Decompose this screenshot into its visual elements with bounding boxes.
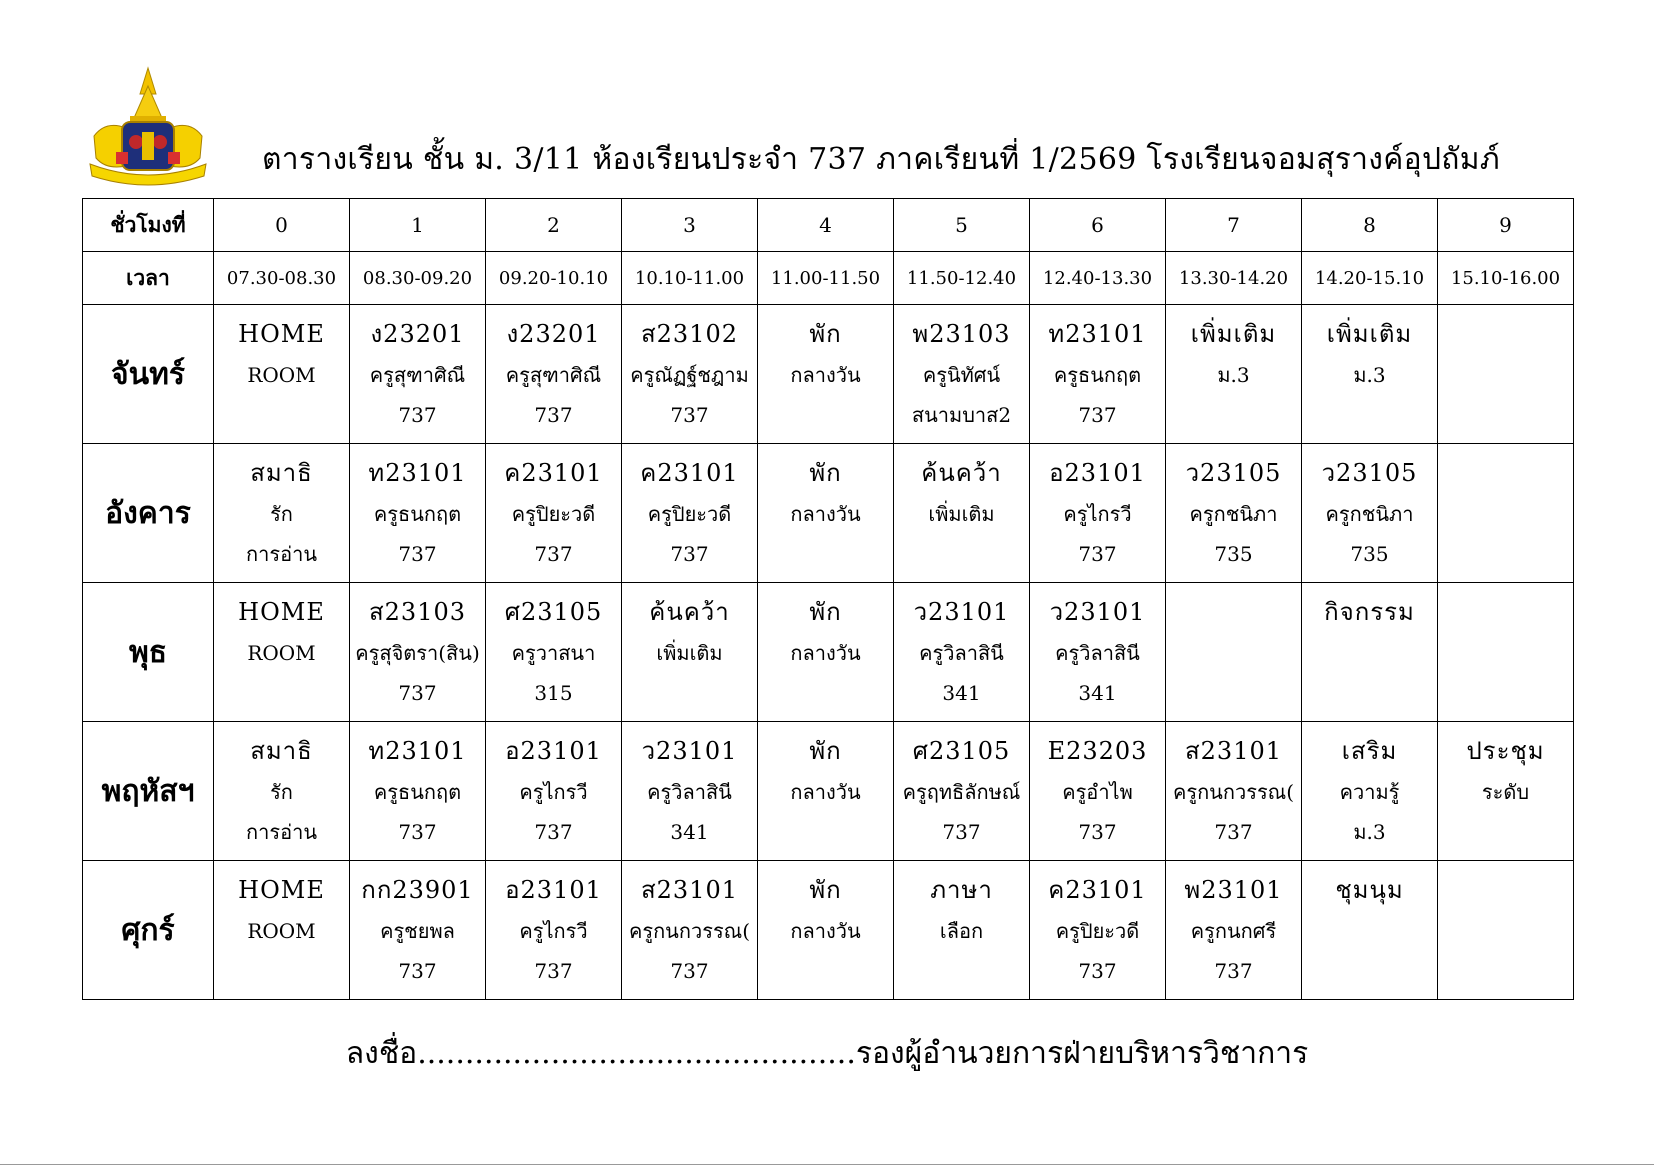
schedule-cell xyxy=(758,583,894,722)
subject-code xyxy=(1438,313,1573,355)
period-number: 2 xyxy=(486,199,622,252)
subject-code: พัก xyxy=(809,737,842,765)
room-number: 737 xyxy=(534,820,573,844)
schedule-cell xyxy=(1030,583,1166,722)
subject-code: ว23101 xyxy=(1049,598,1146,626)
room-number xyxy=(894,534,1029,574)
room-number: ม.3 xyxy=(1353,820,1386,844)
teacher-name: ครูไกรวี xyxy=(1063,502,1132,526)
schedule-cell xyxy=(622,444,758,583)
subject-code: ค23101 xyxy=(504,459,603,487)
teacher-name: ครูสุจิตรา(สิน) xyxy=(355,641,480,665)
schedule-cell xyxy=(214,305,350,444)
room-number xyxy=(758,812,893,852)
schedule-cell xyxy=(1302,305,1438,444)
teacher-name: ครูปิยะวดี xyxy=(1055,919,1140,943)
period-label: ชั่วโมงที่ xyxy=(83,199,214,252)
room-number xyxy=(758,951,893,991)
schedule-cell xyxy=(894,305,1030,444)
teacher-name: ROOM xyxy=(247,641,316,665)
schedule-cell xyxy=(350,861,486,1000)
room-number: 737 xyxy=(670,959,709,983)
schedule-cell xyxy=(1166,444,1302,583)
schedule-cell xyxy=(214,444,350,583)
room-number xyxy=(214,395,349,435)
period-number: 1 xyxy=(350,199,486,252)
room-number: 737 xyxy=(1078,959,1117,983)
teacher-name: ครูชยพล xyxy=(380,919,455,943)
room-number: 341 xyxy=(670,820,709,844)
schedule-cell xyxy=(214,722,350,861)
teacher-name: ครูไกรวี xyxy=(519,919,588,943)
teacher-name: ครูสุฑาศิณี xyxy=(505,363,602,387)
teacher-name: ครูธนกฤต xyxy=(373,780,462,804)
subject-code: ว23101 xyxy=(913,598,1010,626)
room-number xyxy=(758,395,893,435)
room-number: 735 xyxy=(1214,542,1253,566)
subject-code: ส23102 xyxy=(641,320,738,348)
teacher-name: ครูธนกฤต xyxy=(1053,363,1142,387)
room-number: 737 xyxy=(670,542,709,566)
school-crest-icon xyxy=(86,66,210,194)
teacher-name: ครูกนกวรรณ( xyxy=(1172,780,1295,804)
period-number: 0 xyxy=(214,199,350,252)
schedule-cell xyxy=(486,305,622,444)
teacher-name: รัก xyxy=(270,780,293,804)
room-number xyxy=(1438,673,1573,713)
teacher-name: ครูธนกฤต xyxy=(373,502,462,526)
schedule-cell xyxy=(622,583,758,722)
day-name: ศุกร์ xyxy=(83,861,214,1000)
time-range: 10.10-11.00 xyxy=(622,252,758,305)
teacher-name: ม.3 xyxy=(1217,363,1250,387)
room-number: 737 xyxy=(670,403,709,427)
period-number: 3 xyxy=(622,199,758,252)
subject-code: ง23201 xyxy=(506,320,601,348)
subject-code: HOME xyxy=(238,876,325,904)
schedule-cell xyxy=(622,722,758,861)
subject-code: ค้นคว้า xyxy=(921,459,1002,487)
table-row xyxy=(83,861,1574,1000)
teacher-name xyxy=(1438,355,1573,395)
day-name: พุธ xyxy=(83,583,214,722)
teacher-name: ครูวิลาสินี xyxy=(647,780,732,804)
teacher-name: ครูกนกวรรณ( xyxy=(628,919,751,943)
room-number: 737 xyxy=(1214,959,1253,983)
teacher-name: เพิ่มเติม xyxy=(656,641,723,665)
room-number: การอ่าน xyxy=(246,820,317,844)
teacher-name xyxy=(1438,633,1573,673)
schedule-cell xyxy=(758,722,894,861)
teacher-name: กลางวัน xyxy=(790,502,861,526)
period-number: 9 xyxy=(1438,199,1574,252)
teacher-name: ครูวาสนา xyxy=(511,641,596,665)
schedule-cell xyxy=(1438,861,1574,1000)
room-number: 737 xyxy=(398,959,437,983)
subject-code: เสริม xyxy=(1341,737,1398,765)
schedule-cell xyxy=(1030,444,1166,583)
room-number: 737 xyxy=(1078,820,1117,844)
subject-code: ค23101 xyxy=(1048,876,1147,904)
subject-code: ว23105 xyxy=(1185,459,1282,487)
table-row xyxy=(83,722,1574,861)
room-number: 737 xyxy=(534,542,573,566)
teacher-name: ครูกนกศรี xyxy=(1190,919,1277,943)
teacher-name: กลางวัน xyxy=(790,919,861,943)
time-label: เวลา xyxy=(83,252,214,305)
teacher-name: ครูปิยะวดี xyxy=(647,502,732,526)
room-number: 737 xyxy=(534,403,573,427)
subject-code: ว23105 xyxy=(1321,459,1418,487)
schedule-cell xyxy=(1438,583,1574,722)
subject-code: ศ23105 xyxy=(912,737,1011,765)
subject-code: ประชุม xyxy=(1466,737,1545,765)
teacher-name xyxy=(1166,633,1301,673)
subject-code xyxy=(1438,869,1573,911)
teacher-name: ครูปิยะวดี xyxy=(511,502,596,526)
teacher-name: ครูสุฑาศิณี xyxy=(369,363,466,387)
schedule-cell xyxy=(1166,861,1302,1000)
teacher-name: เลือก xyxy=(939,919,984,943)
subject-code: เพิ่มเติม xyxy=(1190,320,1277,348)
subject-code: ชุมนุม xyxy=(1335,876,1404,904)
subject-code: อ23101 xyxy=(1049,459,1146,487)
subject-code: ว23101 xyxy=(641,737,738,765)
room-number xyxy=(1166,395,1301,435)
schedule-cell xyxy=(486,861,622,1000)
teacher-name: ROOM xyxy=(247,363,316,387)
schedule-cell xyxy=(1030,305,1166,444)
room-number xyxy=(758,534,893,574)
time-range: 12.40-13.30 xyxy=(1030,252,1166,305)
subject-code xyxy=(1438,452,1573,494)
room-number xyxy=(1302,395,1437,435)
day-name: พฤหัสฯ xyxy=(83,722,214,861)
subject-code: HOME xyxy=(238,598,325,626)
schedule-cell xyxy=(486,444,622,583)
subject-code: อ23101 xyxy=(505,876,602,904)
table-row xyxy=(83,305,1574,444)
room-number xyxy=(1438,812,1573,852)
schedule-cell xyxy=(214,861,350,1000)
schedule-cell xyxy=(1166,583,1302,722)
period-header-row xyxy=(83,199,1574,252)
subject-code: ค้นคว้า xyxy=(649,598,730,626)
room-number: 737 xyxy=(534,959,573,983)
period-number: 7 xyxy=(1166,199,1302,252)
room-number: 737 xyxy=(398,820,437,844)
schedule-cell xyxy=(1302,861,1438,1000)
period-number: 8 xyxy=(1302,199,1438,252)
room-number xyxy=(1438,395,1573,435)
schedule-cell xyxy=(350,305,486,444)
schedule-cell xyxy=(894,722,1030,861)
room-number: 737 xyxy=(1214,820,1253,844)
schedule-cell xyxy=(1302,722,1438,861)
subject-code xyxy=(1438,591,1573,633)
time-range: 11.50-12.40 xyxy=(894,252,1030,305)
room-number xyxy=(1302,951,1437,991)
schedule-cell xyxy=(758,305,894,444)
room-number: 341 xyxy=(1078,681,1117,705)
subject-code: กก23901 xyxy=(361,876,474,904)
room-number: 737 xyxy=(1078,403,1117,427)
teacher-name: กลางวัน xyxy=(790,363,861,387)
schedule-cell xyxy=(486,722,622,861)
room-number: 737 xyxy=(398,542,437,566)
teacher-name: ครูวิลาสินี xyxy=(1055,641,1140,665)
room-number: 737 xyxy=(1078,542,1117,566)
room-number xyxy=(1438,534,1573,574)
schedule-cell xyxy=(1030,861,1166,1000)
subject-code: พัก xyxy=(809,320,842,348)
subject-code: ท23101 xyxy=(368,737,467,765)
room-number xyxy=(1166,673,1301,713)
teacher-name: ครูกชนิภา xyxy=(1325,502,1414,526)
room-number xyxy=(758,673,893,713)
subject-code: เพิ่มเติม xyxy=(1326,320,1413,348)
teacher-name: กลางวัน xyxy=(790,641,861,665)
subject-code: ภาษา xyxy=(930,876,993,904)
subject-code: พัก xyxy=(809,598,842,626)
period-number: 6 xyxy=(1030,199,1166,252)
subject-code: สมาธิ xyxy=(250,737,313,765)
period-number: 4 xyxy=(758,199,894,252)
subject-code: ค23101 xyxy=(640,459,739,487)
time-range: 07.30-08.30 xyxy=(214,252,350,305)
time-range: 13.30-14.20 xyxy=(1166,252,1302,305)
schedule-cell xyxy=(350,444,486,583)
day-name: อังคาร xyxy=(83,444,214,583)
teacher-name: เพิ่มเติม xyxy=(928,502,995,526)
schedule-cell xyxy=(350,583,486,722)
schedule-cell xyxy=(1302,583,1438,722)
subject-code: ท23101 xyxy=(368,459,467,487)
teacher-name: ครูฤทธิลักษณ์ xyxy=(902,780,1021,804)
page-title: ตารางเรียน ชั้น ม. 3/11 ห้องเรียนประจำ 737 ภาคเรียนที่ 1/2569 โรงเรียนจอมสุรางค์อุปถัมภ์ xyxy=(262,142,1500,177)
subject-code: พัก xyxy=(809,876,842,904)
time-range: 11.00-11.50 xyxy=(758,252,894,305)
subject-code: ส23101 xyxy=(641,876,738,904)
room-number: 315 xyxy=(534,681,573,705)
room-number: 737 xyxy=(942,820,981,844)
room-number xyxy=(214,951,349,991)
teacher-name: ครูไกรวี xyxy=(519,780,588,804)
teacher-name xyxy=(1302,633,1437,673)
room-number xyxy=(214,673,349,713)
teacher-name: ระดับ xyxy=(1481,780,1530,804)
schedule-cell xyxy=(1166,305,1302,444)
schedule-cell xyxy=(214,583,350,722)
schedule-cell xyxy=(622,305,758,444)
subject-code: ศ23105 xyxy=(504,598,603,626)
room-number xyxy=(1438,951,1573,991)
subject-code xyxy=(1166,591,1301,633)
teacher-name: รัก xyxy=(270,502,293,526)
teacher-name xyxy=(1438,911,1573,951)
schedule-cell xyxy=(1030,722,1166,861)
teacher-name xyxy=(1438,494,1573,534)
signature-line: ลงชื่อ..............................................รองผู้อำนวยการฝ่ายบริหารวิชาการ xyxy=(345,1036,1309,1071)
time-range: 15.10-16.00 xyxy=(1438,252,1574,305)
schedule-cell xyxy=(1438,722,1574,861)
schedule-cell xyxy=(350,722,486,861)
subject-code: ท23101 xyxy=(1048,320,1147,348)
subject-code: ง23201 xyxy=(370,320,465,348)
table-row xyxy=(83,444,1574,583)
schedule-cell xyxy=(894,861,1030,1000)
teacher-name: ครูวิลาสินี xyxy=(919,641,1004,665)
room-number: การอ่าน xyxy=(246,542,317,566)
subject-code: พ23101 xyxy=(1184,876,1283,904)
teacher-name: ครูกชนิภา xyxy=(1189,502,1278,526)
room-number: 341 xyxy=(942,681,981,705)
room-number: 737 xyxy=(398,403,437,427)
day-name: จันทร์ xyxy=(83,305,214,444)
room-number xyxy=(1302,673,1437,713)
schedule-cell xyxy=(758,444,894,583)
schedule-cell xyxy=(1302,444,1438,583)
room-number xyxy=(894,951,1029,991)
room-number: 735 xyxy=(1350,542,1389,566)
time-range: 08.30-09.20 xyxy=(350,252,486,305)
room-number: 737 xyxy=(398,681,437,705)
schedule-cell xyxy=(1438,305,1574,444)
teacher-name: ครูณัฏฐ์ชฎาม xyxy=(630,363,749,387)
time-range: 09.20-10.10 xyxy=(486,252,622,305)
teacher-name: ครูอำไพ xyxy=(1062,780,1133,804)
time-header-row xyxy=(83,252,1574,305)
schedule-cell xyxy=(1438,444,1574,583)
teacher-name: ความรู้ xyxy=(1339,780,1400,804)
subject-code: HOME xyxy=(238,320,325,348)
timetable xyxy=(82,198,1574,1000)
teacher-name: กลางวัน xyxy=(790,780,861,804)
teacher-name xyxy=(1302,911,1437,951)
schedule-cell xyxy=(622,861,758,1000)
subject-code: อ23101 xyxy=(505,737,602,765)
schedule-cell xyxy=(894,583,1030,722)
table-row xyxy=(83,583,1574,722)
subject-code: ส23101 xyxy=(1185,737,1282,765)
subject-code: กิจกรรม xyxy=(1324,598,1415,626)
teacher-name: ม.3 xyxy=(1353,363,1386,387)
teacher-name: ครูนิทัศน์ xyxy=(922,363,1001,387)
room-number: สนามบาส2 xyxy=(911,403,1012,427)
subject-code: พัก xyxy=(809,459,842,487)
subject-code: พ23103 xyxy=(912,320,1011,348)
time-range: 14.20-15.10 xyxy=(1302,252,1438,305)
divider xyxy=(0,1164,1654,1165)
subject-code: ส23103 xyxy=(369,598,466,626)
schedule-cell xyxy=(894,444,1030,583)
schedule-cell xyxy=(486,583,622,722)
subject-code: สมาธิ xyxy=(250,459,313,487)
schedule-cell xyxy=(1166,722,1302,861)
schedule-cell xyxy=(758,861,894,1000)
period-number: 5 xyxy=(894,199,1030,252)
room-number xyxy=(622,673,757,713)
teacher-name: ROOM xyxy=(247,919,316,943)
subject-code: E23203 xyxy=(1047,737,1148,765)
